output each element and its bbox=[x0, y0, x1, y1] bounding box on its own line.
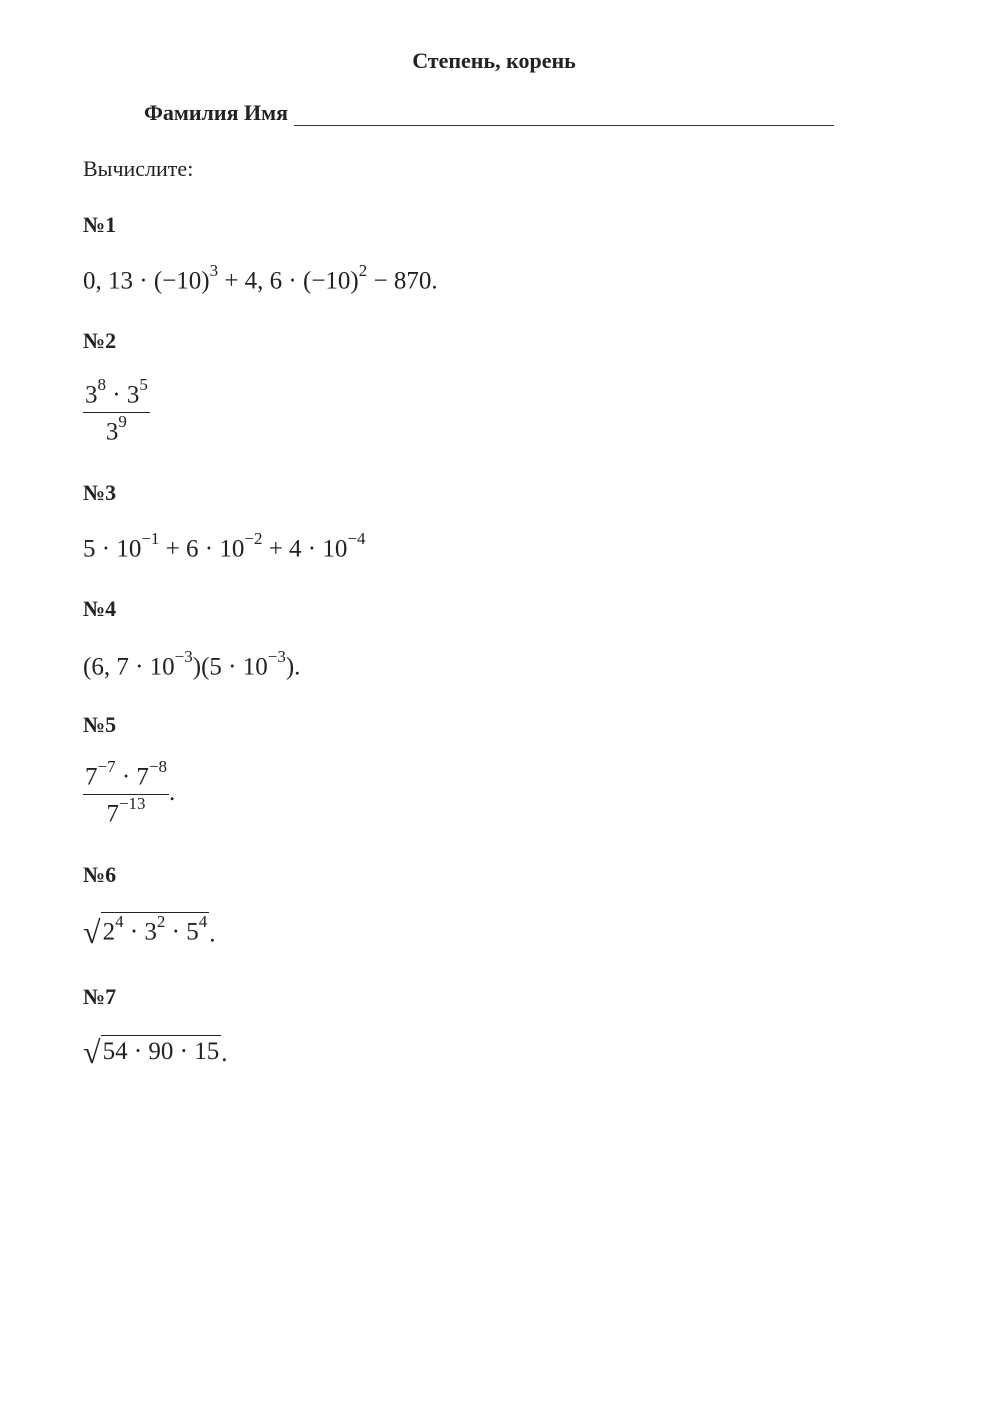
task-6-label: №6 bbox=[83, 862, 117, 887]
task-7-label: №7 bbox=[83, 984, 117, 1009]
task-5-fraction: $\frac{7^{-7} \cdot 7^{-8}}{7^{-13}}$ bbox=[85, 757, 168, 828]
task-2-label: №2 bbox=[83, 328, 117, 353]
student-name-row bbox=[144, 100, 834, 126]
task-7-expression: √ 54 · 90 · 15 . bbox=[83, 1034, 228, 1070]
task-1-expression: 0, $13 \cdot (-10)^3 + 4$, $6 \cdot (-10)^2 - 870$. bbox=[83, 261, 438, 295]
task-5-label: №5 bbox=[83, 712, 117, 737]
task-2-expression bbox=[83, 375, 150, 447]
task-7-sqrt: √ 54 · 90 · 15 bbox=[83, 1034, 220, 1070]
sqrt-icon: √ bbox=[83, 1034, 101, 1070]
task-1-label: №1 bbox=[83, 212, 117, 237]
student-name-label: Фамилия Имя bbox=[144, 100, 288, 125]
page-title: Степень, корень bbox=[412, 48, 576, 73]
instruction-text: Вычислите: bbox=[83, 156, 194, 181]
task-4-expression: (6, $7 \cdot 10^{-3})(5 \cdot 10^{-3})$. bbox=[83, 647, 301, 681]
task-3-label: №3 bbox=[83, 480, 117, 505]
student-name-blank[interactable] bbox=[294, 105, 834, 126]
task-2-fraction: $\frac{3^8 \cdot 3^5}{3^9}$ bbox=[85, 375, 148, 446]
task-6-sqrt: √ $2^4 \cdot 3^2 \cdot 5^4$ bbox=[83, 912, 208, 951]
task-5-expression: $\frac{7^{-7} \cdot 7^{-8}}{7^{-13}}$ . bbox=[85, 757, 176, 828]
task-6-expression: √ $2^4 \cdot 3^2 \cdot 5^4$ . bbox=[83, 912, 216, 951]
sqrt-icon: √ bbox=[83, 914, 101, 951]
task-4-label: №4 bbox=[83, 596, 117, 621]
task-3-expression: $5 \cdot 10^{-1} + 6 \cdot 10^{-2} + 4 \cdot 10^{-4}$ bbox=[83, 529, 366, 563]
